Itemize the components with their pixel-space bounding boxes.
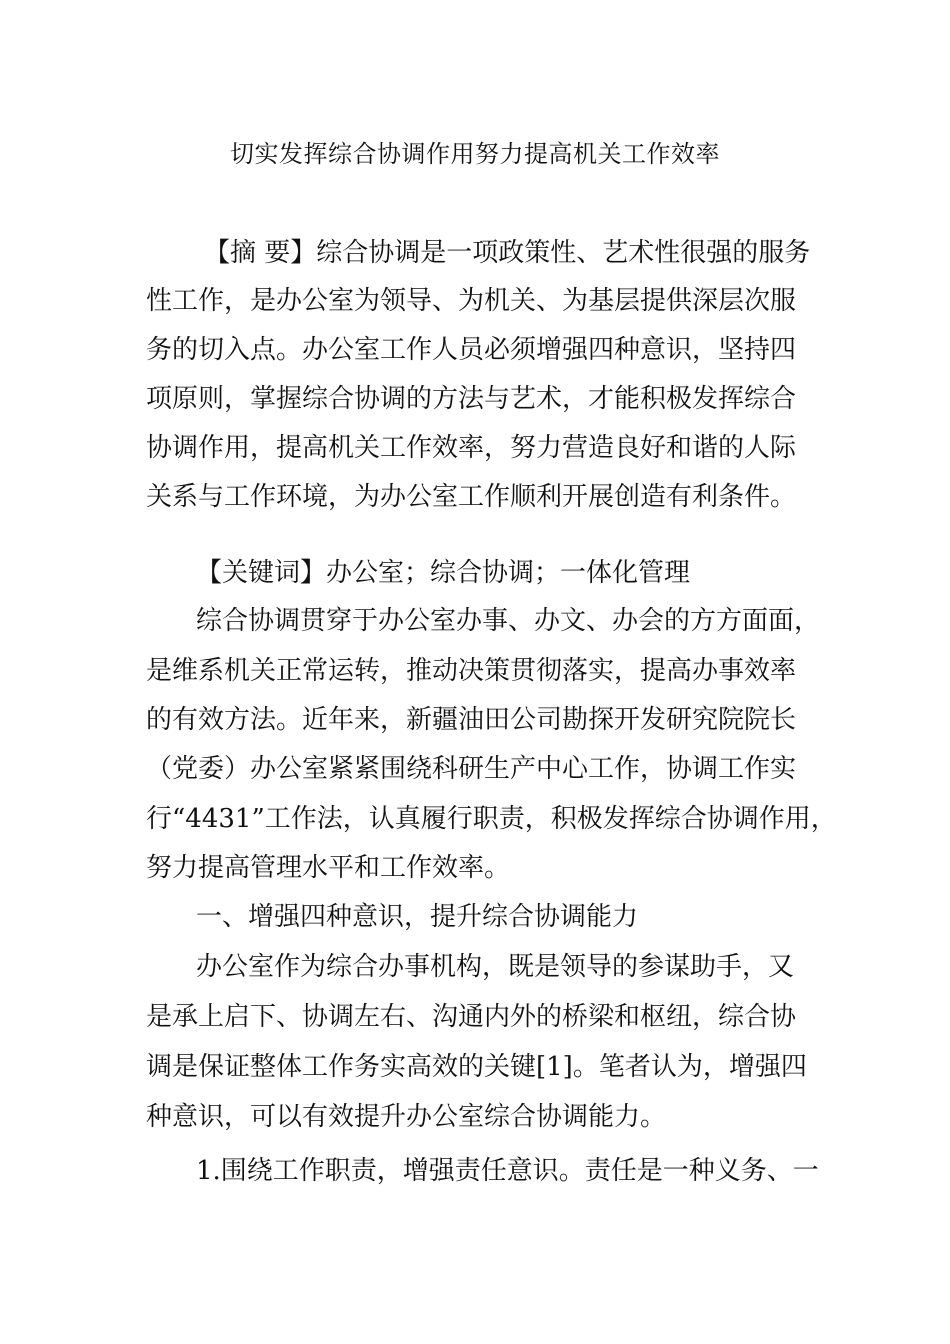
body-line-1: 综合协调贯穿于办公室办事、办文、办会的方方面面， [196,606,821,636]
abstract-line-1: 【摘 要】综合协调是一项政策性、艺术性很强的服务 [204,238,811,268]
body-line-6: 努力提高管理水平和工作效率。 [146,853,511,883]
section-heading-1: 一、增强四种意识，提升综合协调能力 [196,902,639,932]
abstract-line-6: 关系与工作环境，为办公室工作顺利开展创造有利条件。 [146,482,797,512]
body-line-5: 行“4431”工作法，认真履行职责，积极发挥综合协调作用， [146,804,837,834]
keywords-line: 【关键词】办公室；综合协调；一体化管理 [196,558,691,588]
body-line-2: 是维系机关正常运转，推动决策贯彻落实，提高办事效率 [146,656,797,686]
section-line-2: 是承上启下、协调左右、沟通内外的桥梁和枢纽，综合协 [146,1002,797,1032]
section-line-4: 种意识，可以有效提升办公室综合协调能力。 [146,1102,667,1132]
section-line-3: 调是保证整体工作务实高效的关键[1]。笔者认为，增强四 [146,1052,807,1082]
body-line-3: 的有效方法。近年来，新疆油田公司勘探开发研究院院长 [146,705,797,735]
abstract-line-4: 项原则，掌握综合协调的方法与艺术，才能积极发挥综合 [146,384,797,414]
abstract-line-3: 务的切入点。办公室工作人员必须增强四种意识，坚持四 [146,335,797,365]
abstract-line-5: 协调作用，提高机关工作效率，努力营造良好和谐的人际 [146,433,797,463]
section-line-1: 办公室作为综合办事机构，既是领导的参谋助手，又 [196,952,795,982]
subsection-line-1: 1.围绕工作职责，增强责任意识。责任是一种义务、一 [196,1156,819,1186]
abstract-line-2: 性工作，是办公室为领导、为机关、为基层提供深层次服 [146,286,797,316]
document-title: 切实发挥综合协调作用努力提高机关工作效率 [230,140,720,168]
body-line-4: （党委）办公室紧紧围绕科研生产中心工作，协调工作实 [146,754,797,784]
